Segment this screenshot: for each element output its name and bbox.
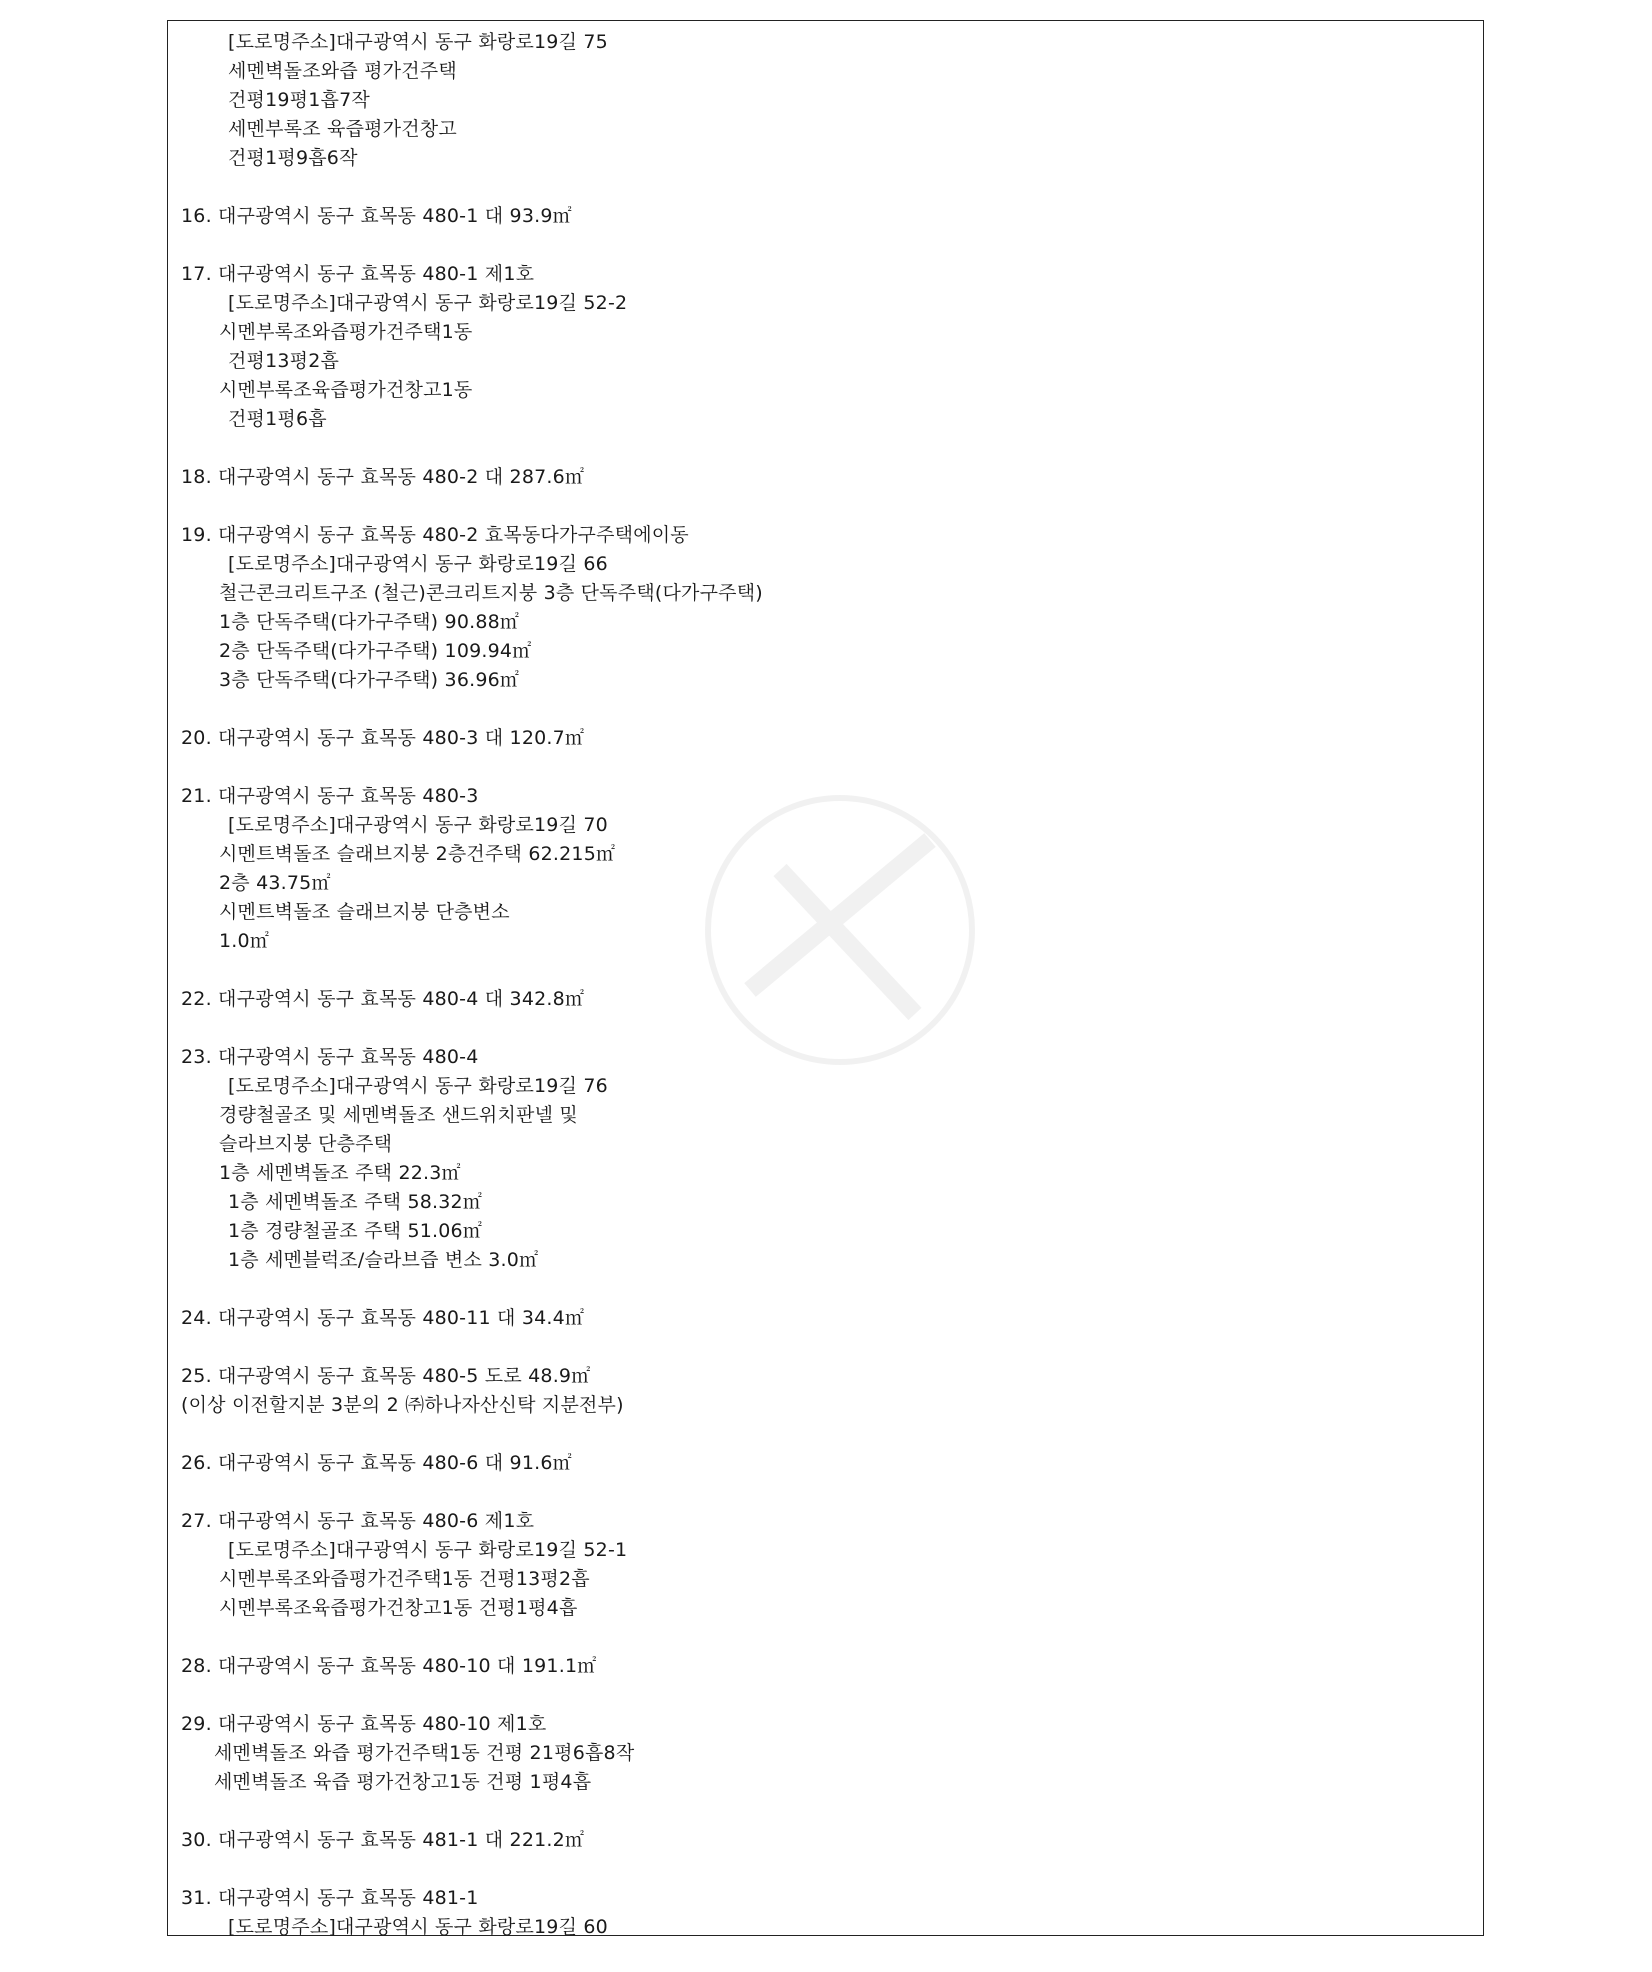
document-body	[181, 28, 1461, 1942]
blank-line	[181, 695, 1461, 724]
blank-line	[181, 492, 1461, 521]
document-line: 2층 단독주택(다가구주택) 109.94㎡	[219, 640, 532, 662]
document-line: 24. 대구광역시 동구 효목동 480-11 대 34.4㎡	[181, 1307, 585, 1329]
document-line: 시멘부록조와즙평가건주택1동 건평13평2흡	[219, 1568, 590, 1590]
document-line: 시멘트벽돌조 슬래브지붕 2층건주택 62.215㎡	[219, 843, 616, 865]
document-line: 건평1평6흡	[228, 408, 327, 430]
blank-line	[181, 1478, 1461, 1507]
document-line: [도로명주소]대구광역시 동구 화랑로19길 66	[228, 553, 608, 575]
document-line: 철근콘크리트구조 (철근)콘크리트지붕 3층 단독주택(다가구주택)	[219, 582, 763, 604]
document-line: 1층 세멘벽돌조 주택 22.3㎡	[219, 1162, 461, 1184]
document-line: [도로명주소]대구광역시 동구 화랑로19길 52-1	[228, 1539, 628, 1561]
document-line: 26. 대구광역시 동구 효목동 480-6 대 91.6㎡	[181, 1452, 572, 1474]
document-line: 16. 대구광역시 동구 효목동 480-1 대 93.9㎡	[181, 205, 572, 227]
document-line: [도로명주소]대구광역시 동구 화랑로19길 70	[228, 814, 608, 836]
blank-line	[181, 1855, 1461, 1884]
document-line: 20. 대구광역시 동구 효목동 480-3 대 120.7㎡	[181, 727, 585, 749]
blank-line	[181, 1275, 1461, 1304]
document-line: 27. 대구광역시 동구 효목동 480-6 제1호	[181, 1510, 535, 1532]
blank-line	[181, 1623, 1461, 1652]
document-line: 1층 단독주택(다가구주택) 90.88㎡	[219, 611, 520, 633]
document-line: 슬라브지붕 단층주택	[219, 1133, 393, 1155]
document-line: 시멘부록조육즙평가건창고1동	[219, 379, 473, 401]
document-line: [도로명주소]대구광역시 동구 화랑로19길 75	[228, 31, 608, 53]
blank-line	[181, 434, 1461, 463]
document-line: [도로명주소]대구광역시 동구 화랑로19길 60	[228, 1916, 608, 1938]
document-line: 29. 대구광역시 동구 효목동 480-10 제1호	[181, 1713, 547, 1735]
document-line: 건평13평2흡	[228, 350, 340, 372]
document-line: 31. 대구광역시 동구 효목동 481-1	[181, 1887, 479, 1909]
blank-line	[181, 1681, 1461, 1710]
blank-line	[181, 956, 1461, 985]
blank-line	[181, 1797, 1461, 1826]
document-line: 30. 대구광역시 동구 효목동 481-1 대 221.2㎡	[181, 1829, 585, 1851]
document-line: (이상 이전할지분 3분의 2 ㈜하나자산신탁 지분전부)	[181, 1394, 624, 1416]
document-line: 건평1평9흡6작	[228, 147, 358, 169]
document-line: 18. 대구광역시 동구 효목동 480-2 대 287.6㎡	[181, 466, 585, 488]
blank-line	[181, 1014, 1461, 1043]
document-line: 세멘부록조 육즙평가건창고	[228, 118, 457, 140]
document-line: 1층 세멘블럭조/슬라브즙 변소 3.0㎡	[228, 1249, 539, 1271]
document-line: 28. 대구광역시 동구 효목동 480-10 대 191.1㎡	[181, 1655, 597, 1677]
document-line: 25. 대구광역시 동구 효목동 480-5 도로 48.9㎡	[181, 1365, 591, 1387]
document-line: 시멘부록조육즙평가건창고1동 건평1평4흡	[219, 1597, 578, 1619]
document-line: 시멘부록조와즙평가건주택1동	[219, 321, 473, 343]
document-line: 시멘트벽돌조 슬래브지붕 단층변소	[219, 901, 510, 923]
document-line: 1층 세멘벽돌조 주택 58.32㎡	[228, 1191, 483, 1213]
document-line: 1층 경량철골조 주택 51.06㎡	[228, 1220, 483, 1242]
document-line: 22. 대구광역시 동구 효목동 480-4 대 342.8㎡	[181, 988, 585, 1010]
document-line: [도로명주소]대구광역시 동구 화랑로19길 52-2	[228, 292, 628, 314]
document-line: [도로명주소]대구광역시 동구 화랑로19길 76	[228, 1075, 608, 1097]
document-line: 3층 단독주택(다가구주택) 36.96㎡	[219, 669, 520, 691]
document-line: 경량철골조 및 세멘벽돌조 샌드위치판넬 및	[219, 1104, 578, 1126]
document-line: 19. 대구광역시 동구 효목동 480-2 효목동다가구주택에이동	[181, 524, 689, 546]
blank-line	[181, 1420, 1461, 1449]
blank-line	[181, 1333, 1461, 1362]
document-line: 2층 43.75㎡	[219, 872, 331, 894]
document-line: 21. 대구광역시 동구 효목동 480-3	[181, 785, 479, 807]
document-line: 세멘벽돌조 육즙 평가건창고1동 건평 1평4흡	[214, 1771, 592, 1793]
document-line: 17. 대구광역시 동구 효목동 480-1 제1호	[181, 263, 535, 285]
document-line: 23. 대구광역시 동구 효목동 480-4	[181, 1046, 479, 1068]
blank-line	[181, 231, 1461, 260]
document-line: 1.0㎡	[219, 930, 270, 952]
document-line: 세멘벽돌조 와즙 평가건주택1동 건평 21평6흡8작	[214, 1742, 635, 1764]
blank-line	[181, 173, 1461, 202]
document-line: 세멘벽돌조와즙 평가건주택	[228, 60, 457, 82]
document-line: 건평19평1흡7작	[228, 89, 370, 111]
blank-line	[181, 753, 1461, 782]
